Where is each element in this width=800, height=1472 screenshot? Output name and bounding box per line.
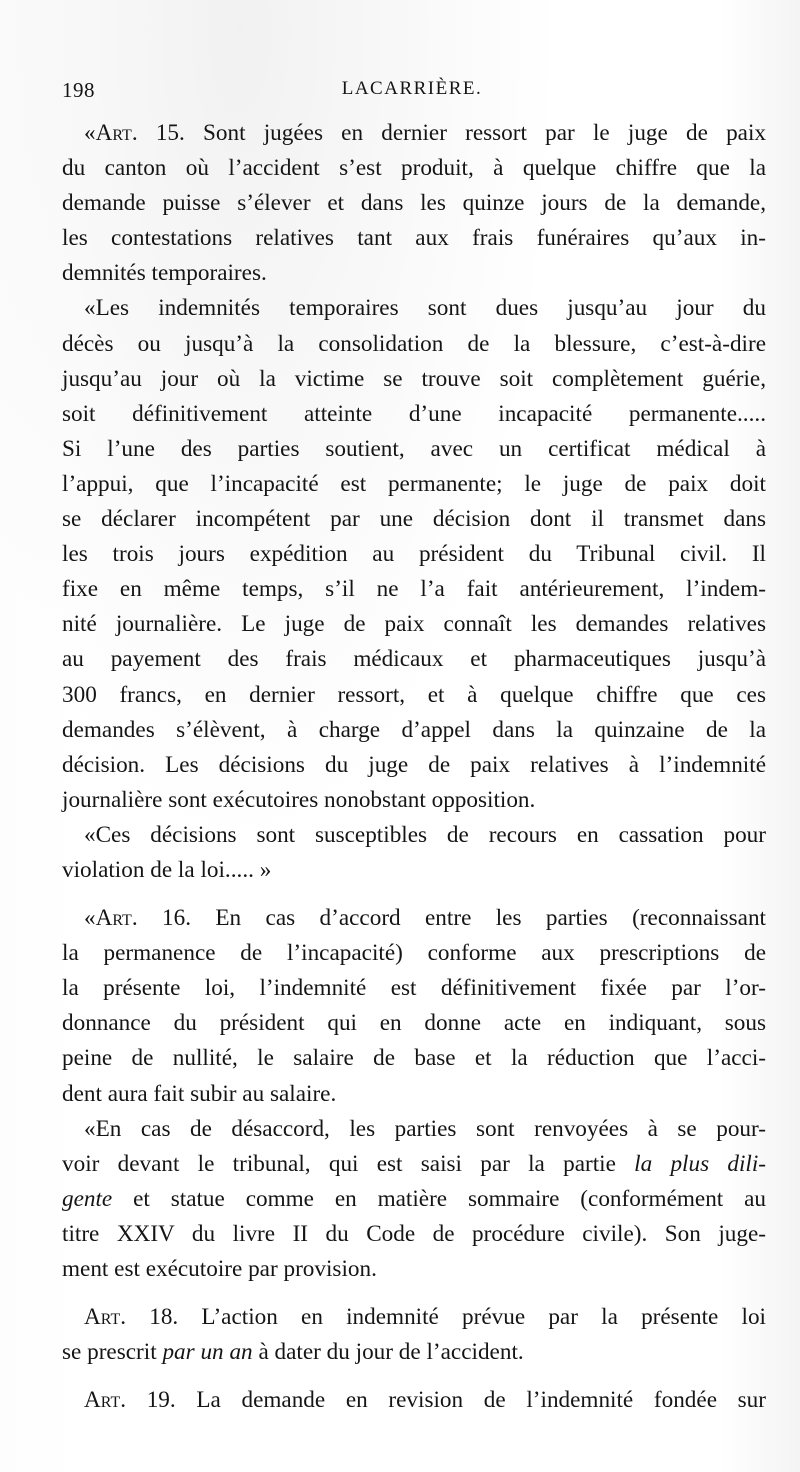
text-line [62, 1147, 766, 1182]
page-header [62, 74, 762, 108]
running-head: LACARRIÈRE. [341, 78, 483, 99]
body-text [62, 116, 766, 1418]
article-label: Art. [84, 1387, 127, 1414]
text-span: à dater du jour de l’accident. [258, 1339, 524, 1366]
text-line: En cas d’accord entre les parties (reconnaissant [215, 905, 766, 932]
text-line: journalière sont exécutoires nonobstant opposition. [62, 786, 536, 813]
text-line: décès ou jusqu’à la consolidation de la blessure, c’est-à-dire [62, 330, 766, 357]
article-number: 18. [149, 1304, 179, 1331]
page-number: 198 [62, 78, 95, 102]
article-number: 16. [162, 905, 191, 932]
article-label: «Art. [84, 120, 138, 146]
italic-text: la plus dili- [634, 1150, 767, 1177]
text-line: demnités temporaires. [62, 260, 267, 287]
article-label: Art. [84, 1304, 127, 1331]
text-line: «En cas de désaccord, les parties sont renvoyées à se pour- [84, 1115, 766, 1142]
text-line: demandes s’élèvent, à charge d’appel dans la quinzaine de la [62, 716, 766, 743]
article-label: «Art. [84, 905, 138, 932]
article-18-line [62, 1300, 766, 1335]
text-line: les contestations relatives tant aux frais funéraires qu’aux in- [62, 225, 766, 252]
text-line: peine de nullité, le salaire de base et la réduction que l’acci- [62, 1045, 766, 1072]
text-line: ment est exécutoire par provision. [62, 1256, 377, 1282]
text-span: L’action en indemnité prévue par la présente loi [201, 1304, 766, 1331]
text-line [62, 1335, 766, 1370]
article-16-line [62, 901, 766, 936]
text-span: La demande en revision de l’indemnité fondée sur [196, 1387, 766, 1414]
text-line: titre XXIV du livre II du Code de procédure civile). Son juge- [62, 1220, 766, 1247]
text-line: demande puisse s’élever et dans les quinze jours de la demande, [62, 190, 766, 217]
article-number: 15. [155, 120, 185, 146]
text-line: les trois jours expédition au président du Tribunal civil. Il [62, 541, 766, 568]
text-span: se prescrit [62, 1339, 157, 1366]
text-line: nité journalière. Le juge de paix connaît les demandes relatives [62, 611, 766, 638]
text-line: l’appui, que l’incapacité est permanente; le juge de paix doit [62, 470, 766, 497]
article-15-line [62, 116, 766, 151]
text-span: et statue comme en matière sommaire (conformément au [133, 1185, 766, 1212]
italic-text: gente [62, 1185, 113, 1212]
text-line: la présente loi, l’indemnité est définitivement fixée par l’or- [62, 975, 766, 1002]
text-line: du canton où l’accident s’est produit, à quelque chiffre que la [62, 155, 766, 182]
text-line: dent aura fait subir au salaire. [62, 1080, 337, 1107]
article-19-line [62, 1383, 766, 1418]
text-line: Sont jugées en dernier ressort par le juge de paix [203, 120, 766, 146]
text-line: se déclarer incompétent par une décision dont il transmet dans [62, 506, 766, 533]
italic-text: par un an [162, 1339, 253, 1366]
text-line: violation de la loi..... » [62, 856, 272, 883]
text-line: «Ces décisions sont susceptibles de recours en cassation pour [84, 821, 766, 848]
text-line: Si l’une des parties soutient, avec un certificat médical à [62, 435, 766, 462]
text-line: au payement des frais médicaux et pharmaceutiques jusqu’à [62, 646, 766, 673]
text-line: jusqu’au jour où la victime se trouve soit complètement guérie, [62, 365, 766, 392]
text-line: 300 francs, en dernier ressort, et à quelque chiffre que ces [62, 681, 766, 708]
text-line: soit définitivement atteinte d’une incapacité permanente..... [62, 400, 766, 427]
text-line: donnance du président qui en donne acte en indiquant, sous [62, 1010, 766, 1037]
text-line: fixe en même temps, s’il ne l’a fait antérieurement, l’indem- [62, 576, 766, 603]
article-number: 19. [146, 1387, 176, 1414]
text-line: décision. Les décisions du juge de paix relatives à l’indemnité [62, 751, 766, 778]
text-line [62, 1182, 766, 1217]
text-line: «Les indemnités temporaires sont dues jusqu’au jour du [84, 295, 766, 322]
text-line: la permanence de l’incapacité) conforme aux prescriptions de [62, 940, 766, 967]
text-span: voir devant le tribunal, qui est saisi par la partie [62, 1150, 616, 1177]
